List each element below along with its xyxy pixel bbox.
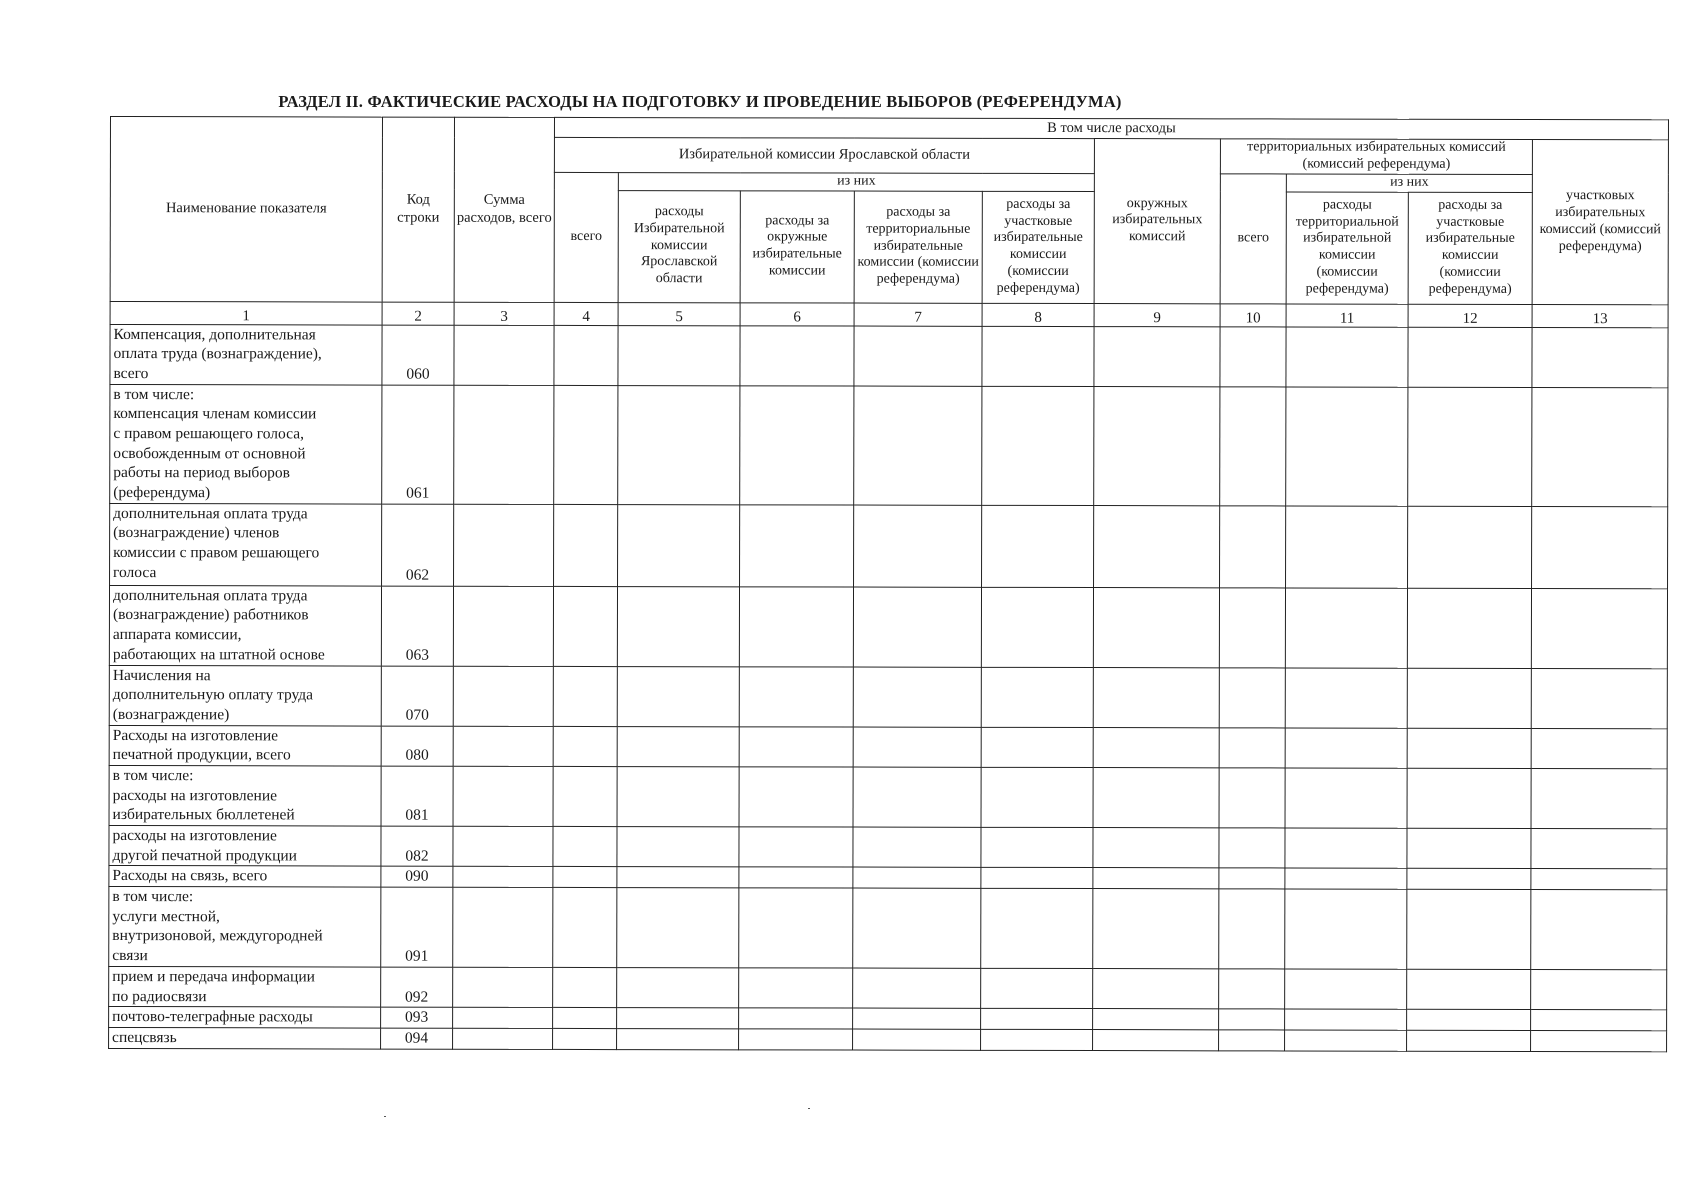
row-name-line: услуги местной,: [112, 907, 220, 925]
value-cell[interactable]: [740, 385, 854, 504]
header-okruzhnyh: окружных избирательных комиссий: [1094, 139, 1220, 304]
value-cell[interactable]: [618, 504, 740, 586]
value-cell[interactable]: [1407, 828, 1531, 869]
value-cell[interactable]: [1407, 1030, 1531, 1051]
value-cell[interactable]: [617, 968, 739, 1009]
value-cell[interactable]: [739, 968, 853, 1009]
value-cell[interactable]: [618, 325, 740, 385]
row-name-line: с правом решающего голоса,: [113, 424, 305, 443]
header-izbirkom-yaroslavl: Избирательной комиссии Ярославской области: [554, 137, 1094, 173]
value-cell[interactable]: [981, 1009, 1093, 1030]
header-vsego-1: всего: [554, 172, 618, 302]
value-cell[interactable]: [453, 887, 553, 967]
value-cell[interactable]: [853, 888, 981, 968]
value-cell[interactable]: [553, 586, 617, 666]
value-cell[interactable]: [1408, 327, 1532, 387]
value-cell[interactable]: [453, 666, 553, 726]
row-name-line: печатной продукции, всего: [112, 746, 291, 764]
value-cell[interactable]: [1219, 768, 1285, 828]
value-cell[interactable]: [1285, 668, 1407, 728]
table-row: [109, 1028, 1667, 1052]
row-code: 070: [381, 666, 453, 726]
value-cell[interactable]: [1408, 506, 1532, 588]
value-cell[interactable]: [617, 867, 739, 888]
value-cell[interactable]: [1219, 727, 1285, 767]
header-col-8: расходы за участковые избирательные комиссии (комиссии референдума): [982, 191, 1094, 303]
value-cell[interactable]: [740, 325, 854, 385]
value-cell[interactable]: [981, 968, 1093, 1009]
row-name: [110, 324, 382, 385]
value-cell[interactable]: [553, 1008, 617, 1029]
value-cell[interactable]: [453, 1028, 553, 1049]
scan-speck: [808, 1108, 810, 1109]
value-cell[interactable]: [617, 1029, 739, 1050]
value-cell[interactable]: [981, 868, 1093, 889]
value-cell[interactable]: [1093, 1009, 1219, 1030]
row-name: [109, 665, 381, 726]
value-cell[interactable]: [1093, 727, 1219, 768]
value-cell[interactable]: [1531, 970, 1667, 1011]
header-uchastkovyh: участковых избирательных комиссий (комиссий референдума): [1532, 139, 1668, 304]
value-cell[interactable]: [1407, 588, 1531, 668]
value-cell[interactable]: [1285, 828, 1407, 869]
value-cell[interactable]: [853, 767, 981, 827]
row-name-line: (референдума): [113, 483, 211, 502]
row-name-line: дополнительная оплата труда: [113, 504, 308, 523]
row-code: 090: [381, 866, 453, 887]
row-name-line: Компенсация, дополнительная: [113, 325, 316, 344]
row-name-line: расходы на изготовление: [112, 827, 277, 845]
value-cell[interactable]: [740, 504, 854, 586]
column-number: 10: [1220, 303, 1286, 326]
expenses-table: [108, 116, 1669, 1052]
row-name-line: работы на период выборов: [113, 464, 290, 482]
value-cell[interactable]: [1407, 869, 1531, 890]
value-cell[interactable]: [981, 587, 1093, 667]
value-cell[interactable]: [981, 727, 1093, 768]
row-code: 080: [381, 726, 453, 766]
row-name: [109, 826, 381, 867]
value-cell[interactable]: [553, 1028, 617, 1049]
row-name-line: внутризоновой, междугородней: [112, 927, 323, 945]
value-cell[interactable]: [739, 726, 853, 767]
value-cell[interactable]: [617, 888, 739, 968]
header-territorial: территориальных избирательных комиссий (комиссий референдума): [1220, 139, 1532, 174]
row-name: [109, 725, 381, 766]
header-col-7: расходы за территориальные избирательные комиссии (комиссии референдума): [854, 191, 982, 303]
value-cell[interactable]: [553, 867, 617, 888]
row-name-line: голоса: [113, 563, 157, 581]
column-number: 8: [982, 303, 1094, 326]
value-cell[interactable]: [1219, 667, 1285, 727]
value-cell[interactable]: [1285, 868, 1407, 889]
value-cell[interactable]: [1286, 387, 1408, 506]
value-cell[interactable]: [617, 767, 739, 827]
row-name-line: (вознаграждение) членов: [113, 524, 280, 542]
value-cell[interactable]: [453, 826, 553, 867]
value-cell[interactable]: [1093, 768, 1219, 828]
row-name: [109, 765, 381, 826]
column-number: 9: [1094, 303, 1220, 326]
value-cell[interactable]: [981, 888, 1093, 968]
value-cell[interactable]: [1532, 387, 1668, 506]
value-cell[interactable]: [854, 505, 982, 587]
table-row: [109, 967, 1667, 1011]
value-cell[interactable]: [1407, 969, 1531, 1010]
value-cell[interactable]: [982, 326, 1094, 386]
value-cell[interactable]: [854, 326, 982, 386]
value-cell[interactable]: [854, 386, 982, 505]
row-name-line: (вознаграждение): [112, 705, 230, 724]
row-name: [110, 384, 382, 504]
value-cell[interactable]: [1408, 387, 1532, 506]
value-cell[interactable]: [617, 726, 739, 767]
value-cell[interactable]: [1531, 869, 1667, 890]
column-number: 5: [618, 302, 740, 325]
value-cell[interactable]: [453, 766, 553, 826]
table-row: [110, 384, 1668, 506]
value-cell[interactable]: [739, 666, 853, 726]
header-code-column: Код строки: [382, 117, 454, 302]
value-cell[interactable]: [1531, 890, 1667, 970]
column-number: 13: [1532, 304, 1668, 327]
row-name-line: в том числе:: [112, 888, 194, 906]
row-name-line: компенсация членам комиссии: [113, 405, 317, 423]
value-cell[interactable]: [1285, 889, 1407, 969]
row-code: 091: [381, 887, 453, 967]
column-number-row: [110, 301, 1668, 327]
value-cell[interactable]: [1285, 1009, 1407, 1030]
row-code: 062: [382, 504, 454, 586]
value-cell[interactable]: [739, 867, 853, 888]
header-sum-column: Сумма расходов, всего: [454, 117, 554, 302]
value-cell[interactable]: [1220, 505, 1286, 587]
column-number: 12: [1408, 304, 1532, 327]
row-name-line: избирательных бюллетеней: [112, 806, 295, 824]
row-code: 082: [381, 826, 453, 866]
row-name: [109, 1028, 381, 1049]
row-code: 060: [382, 325, 454, 385]
value-cell[interactable]: [553, 766, 617, 826]
value-cell[interactable]: [1531, 668, 1667, 728]
value-cell[interactable]: [853, 587, 981, 667]
value-cell[interactable]: [453, 867, 553, 888]
value-cell[interactable]: [1285, 588, 1407, 668]
value-cell[interactable]: [981, 767, 1093, 827]
row-code: 063: [381, 586, 453, 666]
table-row: [109, 887, 1667, 970]
row-name-line: Расходы на связь, всего: [112, 867, 268, 885]
value-cell[interactable]: [553, 887, 617, 967]
value-cell[interactable]: [1407, 728, 1531, 769]
value-cell[interactable]: [1219, 1009, 1285, 1030]
row-name: [109, 967, 381, 1008]
row-name: [109, 1007, 381, 1028]
header-col-11: расходы территориальной избирательной комиссии (комиссии референдума): [1286, 192, 1408, 304]
value-cell[interactable]: [1407, 1010, 1531, 1031]
value-cell[interactable]: [618, 385, 740, 504]
row-name: [109, 866, 381, 887]
value-cell[interactable]: [1286, 506, 1408, 588]
row-name-line: связи: [112, 947, 148, 965]
row-name-line: комиссии с правом решающего: [113, 543, 320, 562]
value-cell[interactable]: [739, 827, 853, 868]
value-cell[interactable]: [853, 667, 981, 727]
value-cell[interactable]: [1094, 505, 1220, 587]
row-name-line: работающих на штатной основе: [112, 645, 325, 664]
value-cell[interactable]: [1219, 587, 1285, 667]
value-cell[interactable]: [454, 504, 554, 586]
value-cell[interactable]: [1285, 768, 1407, 828]
value-cell[interactable]: [454, 385, 554, 504]
value-cell[interactable]: [1219, 1030, 1285, 1051]
value-cell[interactable]: [1094, 326, 1220, 386]
value-cell[interactable]: [1531, 728, 1667, 769]
value-cell[interactable]: [1531, 768, 1667, 828]
value-cell[interactable]: [553, 826, 617, 866]
row-name: [109, 887, 381, 968]
row-name-line: дополнительная оплата труда: [112, 586, 308, 605]
header-including: В том числе расходы: [554, 117, 1668, 139]
value-cell[interactable]: [1219, 868, 1285, 889]
value-cell[interactable]: [739, 767, 853, 827]
value-cell[interactable]: [554, 385, 618, 504]
column-number: 3: [454, 302, 554, 325]
value-cell[interactable]: [553, 967, 617, 1007]
row-name: [110, 503, 382, 586]
row-name-line: в том числе:: [112, 767, 194, 785]
value-cell[interactable]: [1093, 889, 1219, 969]
table-row: [109, 826, 1667, 870]
value-cell[interactable]: [853, 867, 981, 888]
value-cell[interactable]: [1407, 889, 1531, 969]
row-name-line: освобожденным от основной: [113, 444, 306, 463]
column-number: 11: [1286, 304, 1408, 327]
table-row: [109, 665, 1667, 728]
value-cell[interactable]: [1531, 1010, 1667, 1031]
value-cell[interactable]: [553, 726, 617, 766]
value-cell[interactable]: [982, 505, 1094, 587]
value-cell[interactable]: [1407, 768, 1531, 828]
value-cell[interactable]: [1093, 587, 1219, 667]
header-col-12: расходы за участковые избирательные комиссии (комиссии референдума): [1408, 192, 1532, 304]
value-cell[interactable]: [554, 325, 618, 385]
value-cell[interactable]: [1220, 326, 1286, 386]
row-name-line: оплата труда (вознаграждение),: [113, 345, 322, 363]
value-cell[interactable]: [1219, 828, 1285, 868]
value-cell[interactable]: [1531, 1031, 1667, 1052]
scan-speck: [384, 1116, 386, 1117]
value-cell[interactable]: [1093, 828, 1219, 869]
row-name-line: Начисления на: [112, 666, 211, 684]
value-cell[interactable]: [981, 667, 1093, 727]
value-cell[interactable]: [853, 827, 981, 868]
table-row: [109, 585, 1667, 668]
value-cell[interactable]: [739, 1008, 853, 1029]
value-cell[interactable]: [853, 968, 981, 1009]
value-cell[interactable]: [1094, 386, 1220, 505]
row-name-line: другой печатной продукции: [112, 846, 298, 865]
value-cell[interactable]: [1219, 969, 1285, 1009]
row-name-line: по радиосвязи: [112, 987, 207, 1005]
value-cell[interactable]: [1285, 728, 1407, 769]
value-cell[interactable]: [453, 726, 553, 767]
row-name-line: спецсвязь: [112, 1029, 177, 1047]
row-name-line: (вознаграждение) работников: [112, 606, 309, 624]
value-cell[interactable]: [1220, 386, 1286, 505]
value-cell[interactable]: [1286, 327, 1408, 387]
table-row: [110, 503, 1668, 588]
value-cell[interactable]: [981, 827, 1093, 868]
value-cell[interactable]: [453, 586, 553, 666]
value-cell[interactable]: [1531, 588, 1667, 668]
header-name-column: Наименование показателя: [110, 117, 382, 302]
row-name-line: всего: [113, 364, 149, 383]
row-code: 094: [381, 1028, 453, 1049]
section-title: РАЗДЕЛ II. ФАКТИЧЕСКИЕ РАСХОДЫ НА ПОДГОТОВКУ И ПРОВЕДЕНИЕ ВЫБОРОВ (РЕФЕРЕНДУМА): [278, 92, 1122, 111]
table-row: [109, 725, 1667, 769]
value-cell[interactable]: [1093, 1030, 1219, 1051]
column-number: 1: [110, 301, 382, 325]
row-name-line: аппарата комиссии,: [112, 625, 242, 644]
value-cell[interactable]: [981, 1029, 1093, 1050]
row-code: 092: [381, 967, 453, 1007]
value-cell[interactable]: [453, 967, 553, 1008]
value-cell[interactable]: [1532, 327, 1668, 387]
header-col-5: расходы Избирательной комиссии Ярославской области: [618, 190, 740, 302]
value-cell[interactable]: [1285, 1030, 1407, 1051]
value-cell[interactable]: [982, 386, 1094, 505]
value-cell[interactable]: [453, 1008, 553, 1029]
value-cell[interactable]: [739, 1029, 853, 1050]
value-cell[interactable]: [1219, 889, 1285, 969]
row-code: 061: [382, 385, 454, 504]
value-cell[interactable]: [853, 1008, 981, 1029]
table-header: [110, 117, 1668, 328]
value-cell[interactable]: [853, 1029, 981, 1050]
column-number: 2: [382, 302, 454, 325]
value-cell[interactable]: [1407, 668, 1531, 728]
row-name-line: расходы на изготовление: [112, 786, 278, 805]
row-code: 081: [381, 766, 453, 826]
value-cell[interactable]: [739, 888, 853, 968]
header-iz-nih-1: из них: [618, 172, 1094, 191]
value-cell[interactable]: [1285, 969, 1407, 1010]
table-row: [110, 324, 1668, 387]
header-col-6: расходы за окружные избирательные комиссии: [740, 190, 854, 302]
row-name-line: дополнительную оплату труда: [112, 686, 314, 704]
row-name-line: Расходы на изготовление: [112, 726, 279, 745]
value-cell[interactable]: [1093, 868, 1219, 889]
value-cell[interactable]: [617, 586, 739, 666]
row-name-line: в том числе:: [113, 385, 195, 403]
table-body: [109, 324, 1669, 1051]
value-cell[interactable]: [739, 586, 853, 666]
value-cell[interactable]: [617, 1008, 739, 1029]
value-cell[interactable]: [454, 325, 554, 385]
value-cell[interactable]: [1532, 506, 1668, 588]
value-cell[interactable]: [617, 666, 739, 726]
value-cell[interactable]: [1531, 828, 1667, 869]
row-code: 093: [381, 1007, 453, 1028]
column-number: 6: [740, 302, 854, 325]
value-cell[interactable]: [554, 504, 618, 586]
column-number: 4: [554, 302, 618, 325]
value-cell[interactable]: [853, 727, 981, 768]
row-name: [109, 585, 381, 666]
row-name-line: прием и передача информации: [112, 968, 315, 986]
value-cell[interactable]: [1093, 667, 1219, 727]
value-cell[interactable]: [553, 666, 617, 726]
value-cell[interactable]: [1093, 969, 1219, 1010]
row-name-line: почтово-телеграфные расходы: [112, 1008, 313, 1026]
value-cell[interactable]: [617, 827, 739, 868]
column-number: 7: [854, 303, 982, 326]
table-row: [109, 765, 1667, 828]
header-iz-nih-2: из них: [1286, 174, 1532, 193]
header-vsego-2: всего: [1220, 173, 1286, 303]
